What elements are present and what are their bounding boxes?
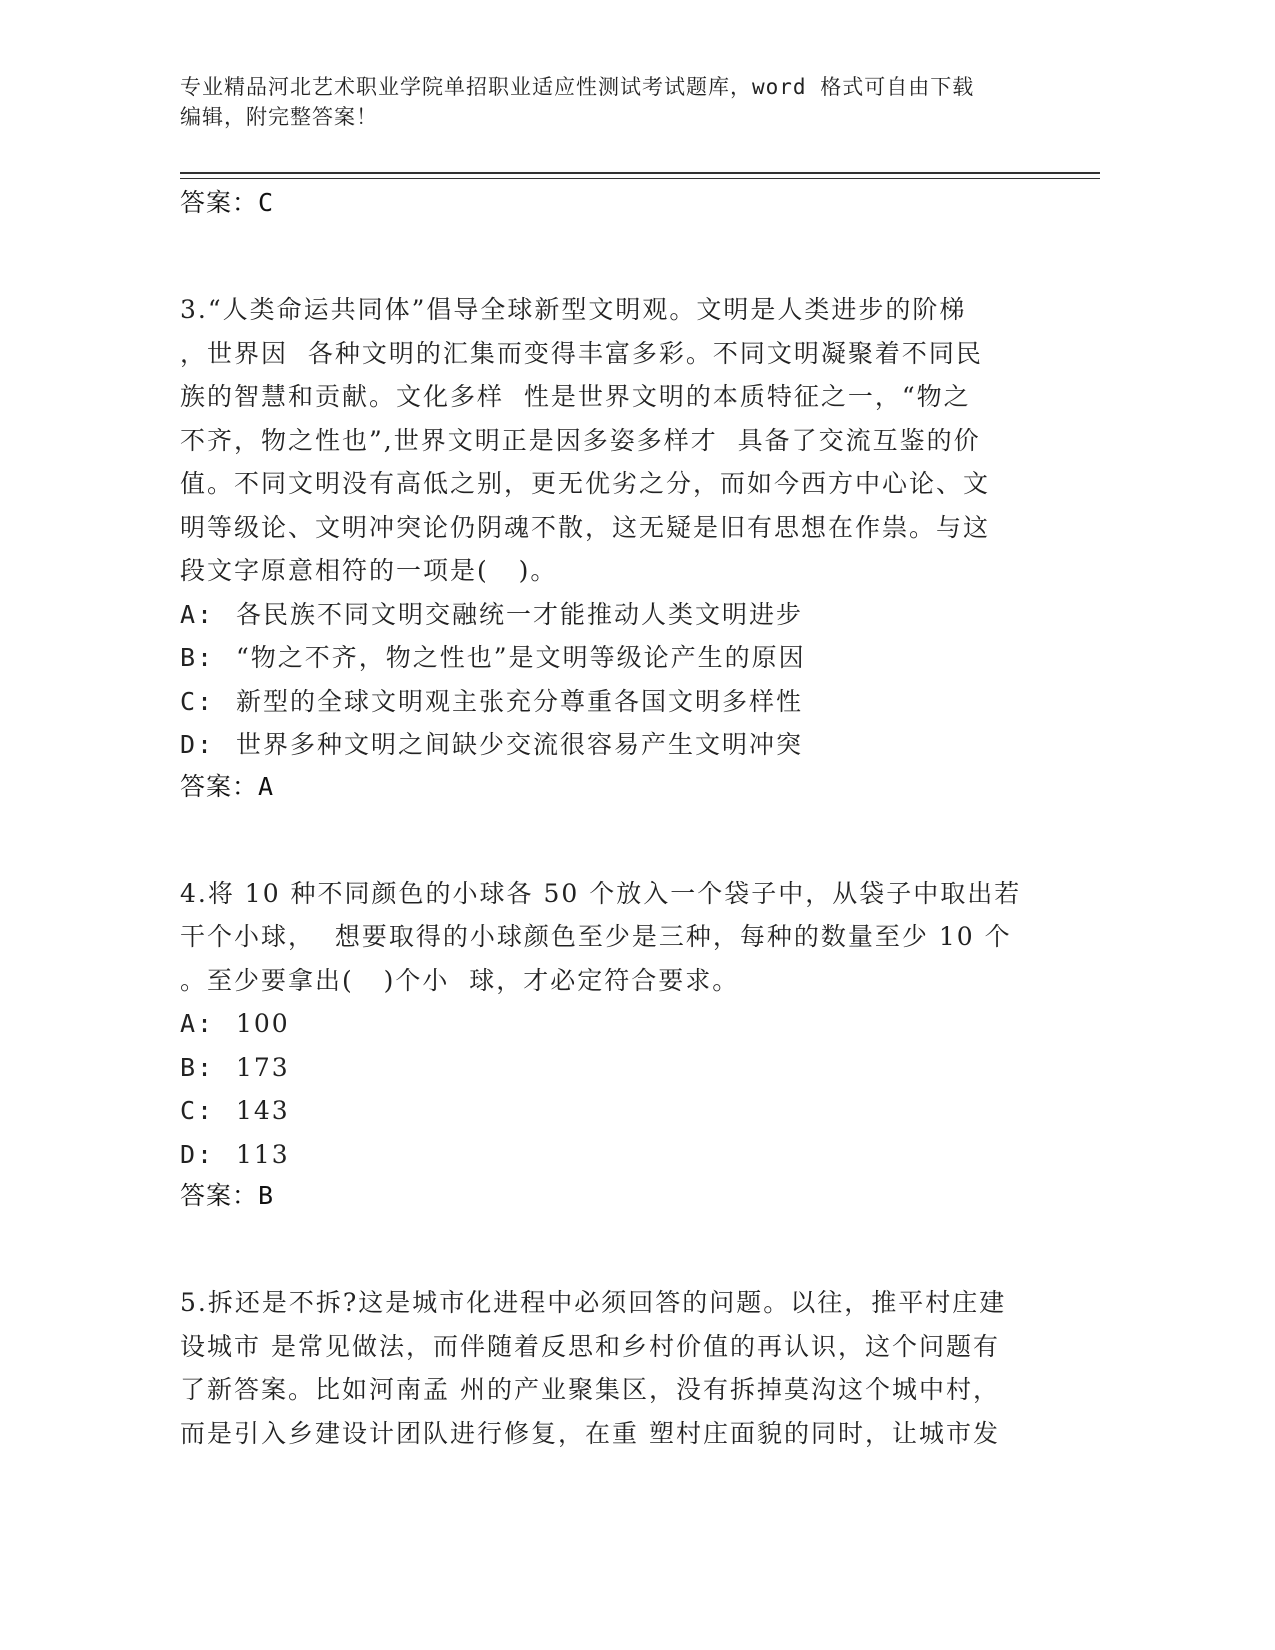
- question-5: [180, 1281, 1060, 1455]
- stem-line: 。至少要拿出( )个小 球，才必定符合要求。: [180, 965, 740, 995]
- option-letter: B:: [180, 1052, 215, 1082]
- stem-line: 不齐，物之性也”,世界文明正是因多姿多样才 具备了交流互鉴的价: [180, 425, 981, 455]
- option-b: [180, 1046, 1060, 1090]
- answer-label: 答案：: [180, 771, 259, 801]
- option-c: [180, 1089, 1060, 1133]
- option-letter: C:: [180, 686, 215, 716]
- spacer: [180, 1216, 1060, 1281]
- header-line-2: 编辑，附完整答案！: [180, 105, 378, 129]
- option-text: “物之不齐，物之性也”是文明等级论产生的原因: [236, 643, 806, 672]
- option-text: 113: [236, 1139, 290, 1169]
- answer-key: C: [258, 188, 275, 217]
- option-b: [180, 636, 1060, 680]
- stem-line: ，世界因 各种文明的汇集而变得丰富多彩。不同文明凝聚着不同民: [180, 338, 983, 368]
- question-content: [180, 183, 1060, 1455]
- option-text: 世界多种文明之间缺少交流很容易产生文明冲突: [236, 730, 804, 759]
- option-text: 各民族不同文明交融统一才能推动人类文明进步: [236, 599, 804, 629]
- stem-line: 4.将 10 种不同颜色的小球各 50 个放入一个袋子中，从袋子中取出若: [180, 878, 1022, 908]
- question-stem: [180, 872, 1060, 1003]
- stem-line: 明等级论、文明冲突论仍阴魂不散，这无疑是旧有思想在作祟。与这: [180, 512, 991, 542]
- question-4: [180, 872, 1060, 1177]
- header-line-1: 专业精品河北艺术职业学院单招职业适应性测试考试题库，word 格式可自由下载: [180, 75, 975, 99]
- option-letter: B:: [180, 643, 215, 672]
- answer-label: 答案：: [180, 188, 259, 217]
- stem-line: 族的智慧和贡献。文化多样 性是世界文明的本质特征之一，“物之: [180, 382, 971, 411]
- stem-line: 了新答案。比如河南孟 州的产业聚集区，没有拆掉莫沟这个城中村，: [180, 1375, 1000, 1404]
- question-stem: [180, 1281, 1060, 1455]
- option-a: [180, 593, 1060, 637]
- header-divider-thin: [180, 178, 1100, 179]
- answer-key: A: [258, 771, 275, 801]
- stem-line: 设城市 是常见做法，而伴随着反思和乡村价值的再认识，这个问题有: [180, 1331, 1000, 1361]
- answer-key: B: [258, 1181, 275, 1210]
- stem-line: 段文字原意相符的一项是( )。: [180, 556, 558, 585]
- option-letter: C:: [180, 1096, 215, 1125]
- document-header: [180, 72, 1060, 132]
- stem-line: 干个小球， 想要取得的小球颜色至少是三种，每种的数量至少 10 个: [180, 922, 1012, 951]
- answer-label: 答案：: [180, 1181, 259, 1210]
- option-d: [180, 1133, 1060, 1177]
- option-c: [180, 680, 1060, 724]
- option-letter: D:: [180, 1139, 215, 1169]
- option-text: 新型的全球文明观主张充分尊重各国文明多样性: [236, 686, 804, 716]
- stem-line: 而是引入乡建设计团队进行修复，在重 塑村庄面貌的同时，让城市发: [180, 1418, 1000, 1448]
- option-text: 100: [236, 1009, 290, 1038]
- option-text: 143: [236, 1096, 290, 1125]
- question-3: [180, 288, 1060, 767]
- option-d: [180, 723, 1060, 767]
- answer-line-q4: [180, 1176, 1060, 1216]
- option-letter: D:: [180, 730, 215, 759]
- spacer: [180, 807, 1060, 872]
- option-text: 173: [236, 1052, 290, 1082]
- option-a: [180, 1002, 1060, 1046]
- spacer: [180, 223, 1060, 288]
- answer-line-q2: [180, 183, 1060, 223]
- stem-line: 3.“人类命运共同体”倡导全球新型文明观。文明是人类进步的阶梯: [180, 295, 967, 324]
- option-letter: A:: [180, 1009, 215, 1038]
- answer-line-q3: [180, 767, 1060, 807]
- question-stem: [180, 288, 1060, 593]
- stem-line: 值。不同文明没有高低之别，更无优劣之分，而如今西方中心论、文: [180, 469, 991, 498]
- option-letter: A:: [180, 599, 215, 629]
- stem-line: 5.拆还是不拆?这是城市化进程中必须回答的问题。以往，推平村庄建: [180, 1288, 1007, 1317]
- header-divider-thick: [180, 172, 1100, 174]
